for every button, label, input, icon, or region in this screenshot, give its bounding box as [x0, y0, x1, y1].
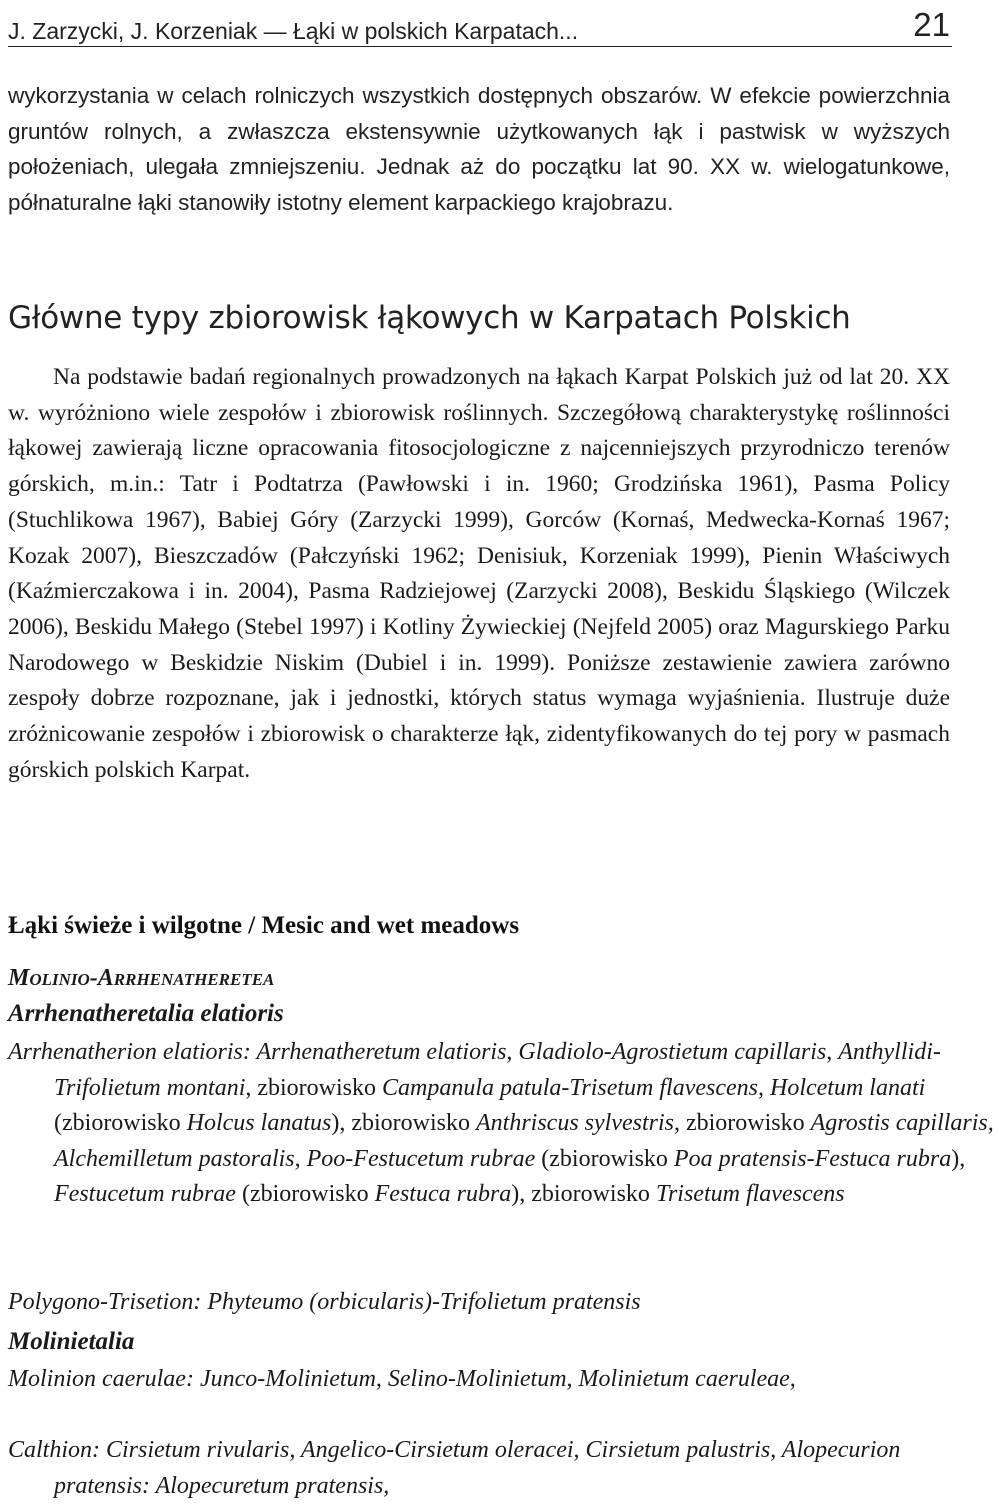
running-header	[8, 6, 952, 47]
page-number: 21	[913, 6, 950, 43]
alliance-text: Polygono-Trisetion: Phyteumo (orbicularis)-Trifolietum pratensis	[8, 1289, 641, 1315]
running-title: J. Zarzycki, J. Korzeniak — Łąki w polskich Karpatach...	[8, 18, 579, 44]
taxon-name: Anthriscus sylvestris	[475, 1110, 674, 1136]
entry-text: (zbiorowisko	[535, 1145, 674, 1172]
taxon-name: Campanula patula-Trisetum flavescens, Holcetum lanati	[382, 1074, 926, 1101]
taxon-name: Festuca rubra	[374, 1181, 512, 1207]
taxon-name: Holcus lanatus	[186, 1110, 332, 1136]
entry-text: , zbiorowisko	[673, 1110, 811, 1136]
entry-text: , zbiorowisko	[245, 1074, 383, 1101]
list-subheading: Łąki świeże i wilgotne / Mesic and wet meadows	[8, 912, 520, 939]
intro-paragraph: wykorzystania w celach rolniczych wszystkich dostępnych obszarów. W efekcie powierzchnia gruntów rolnych, a zwłaszcza ekstensywnie użytkowanych łąk i pastwisk w wyższych położeniach, ulegała zmniejszeniu. Jednak aż do początku lat 90. XX w. wielogatunkowe, półnaturalne łąki stanowiły istotny element karpackiego krajobrazu.	[8, 83, 950, 215]
entry-text: ),	[951, 1145, 966, 1172]
entry-text: (zbiorowisko	[235, 1181, 375, 1207]
alliance-entry-calthion	[8, 1433, 999, 1504]
alliance-entry-molinion	[8, 1362, 999, 1398]
entry-text: ), zbiorowisko	[331, 1110, 476, 1136]
section-heading: Główne typy zbiorowisk łąkowych w Karpatach Polskich	[8, 300, 851, 336]
taxon-name: Trisetum flavescens	[655, 1181, 845, 1207]
alliance-entry-polygono-trisetion	[8, 1285, 999, 1321]
alliance-text: Calthion: Cirsietum rivularis, Angelico-Cirsietum oleracei, Cirsietum palustris, Alopecurion pratensis: Alopecuretum pratensis,	[8, 1437, 901, 1499]
taxon-name: Arrhenatherion elatioris: Arrhenatheretum elatioris, Gladiolo-Agrostietum capillaris	[8, 1039, 827, 1065]
entry-text: (zbiorowisko	[54, 1110, 187, 1136]
entry-text: ,	[826, 1039, 839, 1065]
order-name: Arrhenatheretalia elatioris	[8, 1000, 284, 1027]
taxon-name: Anthyllidi-Trifolietum montani	[54, 1039, 941, 1101]
section-paragraph: Na podstawie badań regionalnych prowadzonych na łąkach Karpat Polskich już od lat 20. XX w. wyróżniono wiele zespołów i zbiorowisk roślinnych. Szczegółową charakterystykę roślinności łąkowej zawierają liczne opracowania fitosocjologiczne z najcenniejszych przyrodniczo terenów górskich, m.in.: Tatr i Podtatrza (Pawłowski i in. 1960; Grodzińska 1961), Pasma Policy (Stuchlikowa 1967), Babiej Góry (Zarzycki 1999), Gorców (Kornaś, Medwecka-Kornaś 1967; Kozak 2007), Bieszczadów (Pałczyński 1962; Denisiuk, Korzeniak 1999), Pienin Właściwych (Kaźmierczakowa i in. 2004), Pasma Radziejowej (Zarzycki 2008), Beskidu Śląskiego (Wilczek 2006), Beskidu Małego (Stebel 1997) i Kotliny Żywieckiej (Nejfeld 2005) oraz Magurskiego Parku Narodowego w Beskidzie Niskim (Dubiel i in. 1999). Poniższe zestawienie zawiera zarówno zespoły dobrze rozpoznane, jak i jednostki, których status wymaga wyjaśnienia. Ilustruje duże zróżnicowanie zespołów i zbiorowisk o charakterze łąk, zidentyfikowanych do tej pory w pasmach górskich polskich Karpat.	[8, 364, 950, 783]
taxon-name: Festucetum rubrae	[54, 1181, 236, 1207]
alliance-entry-arrhenatherion	[8, 1035, 999, 1213]
taxon-name: Agrostis capillaris, Alchemilletum pastoralis, Poo-Festucetum rubrae	[54, 1110, 994, 1172]
class-name: Molinio-Arrhenatheretea	[8, 965, 275, 991]
entry-text: ), zbiorowisko	[511, 1181, 656, 1207]
taxon-name: Poa pratensis-Festuca rubra	[673, 1145, 952, 1172]
order-name-2: Molinietalia	[8, 1328, 135, 1355]
alliance-text: Molinion caerulae: Junco-Molinietum, Selino-Molinietum, Molinietum caeruleae,	[8, 1366, 796, 1392]
